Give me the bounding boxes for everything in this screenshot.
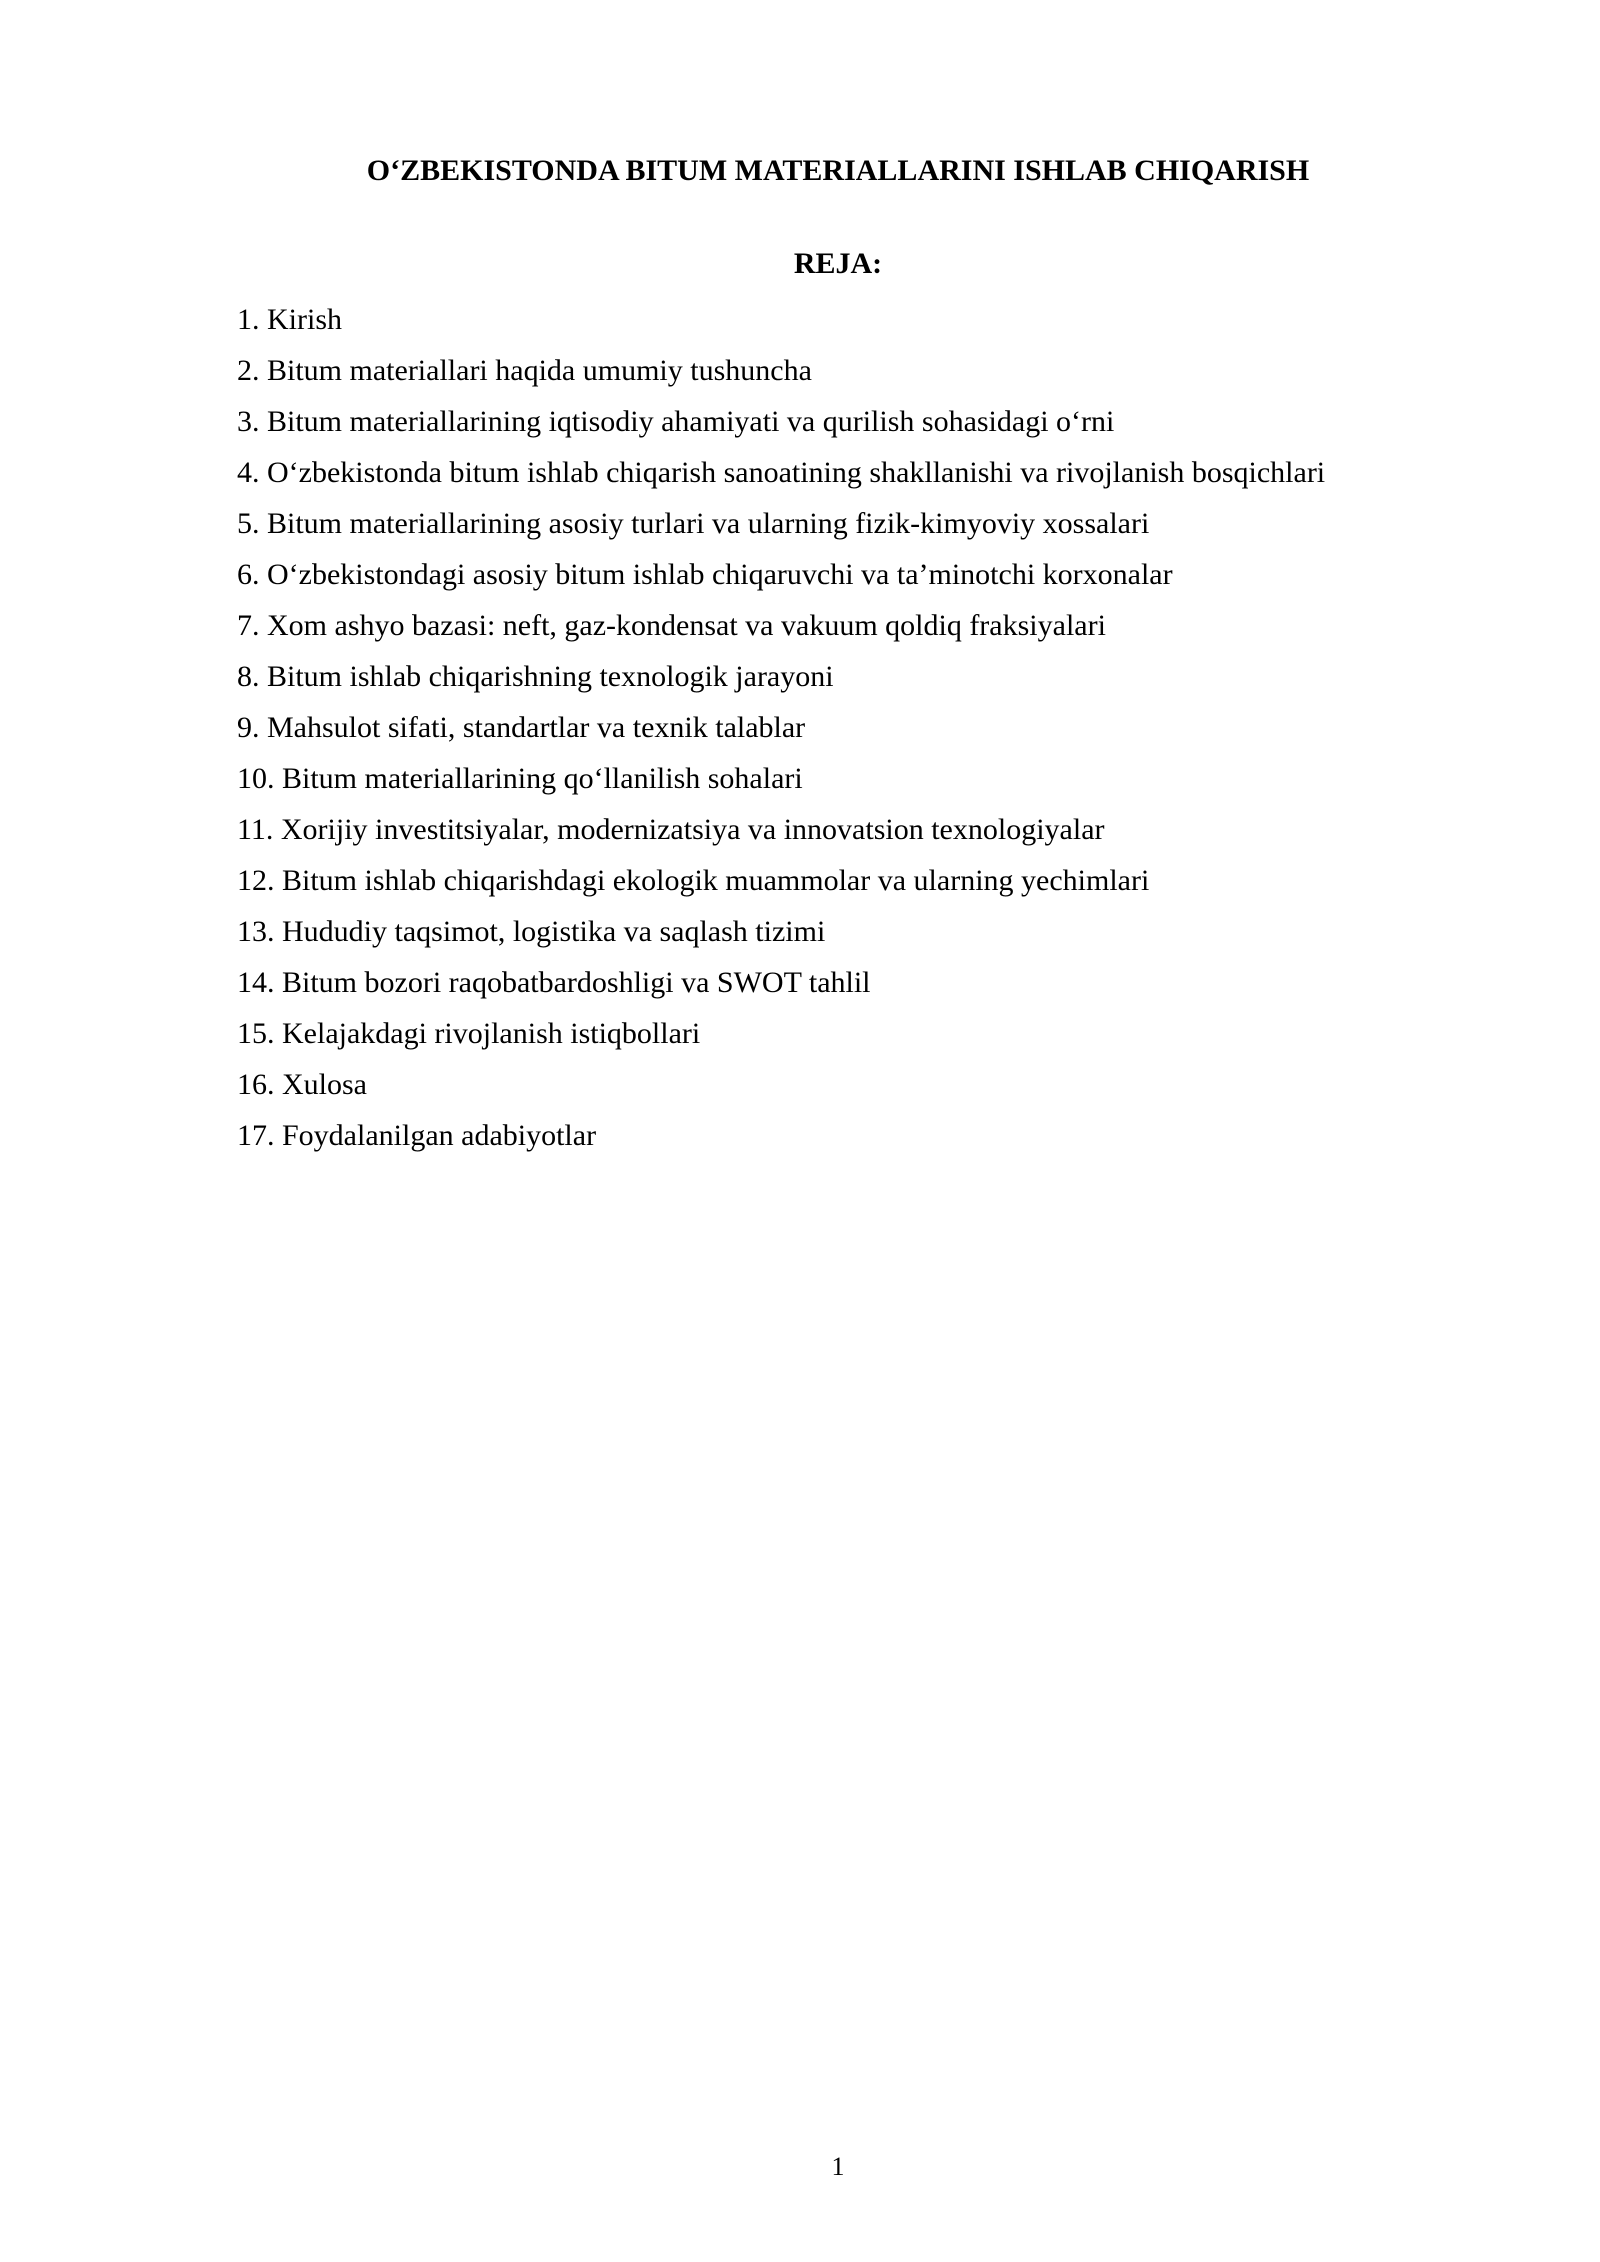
plan-item-11: 11. Xorijiy investitsiyalar, modernizatsiya va innovatsion texnologiyalar [237,813,1105,846]
plan-heading: REJA: [793,247,883,280]
plan-item-3: 3. Bitum materiallarining iqtisodiy ahamiyati va qurilish sohasidagi o‘rni [237,405,1115,438]
plan-item-7: 7. Xom ashyo bazasi: neft, gaz-kondensat va vakuum qoldiq fraksiyalari [237,609,1106,642]
plan-item-13: 13. Hududiy taqsimot, logistika va saqlash tizimi [237,915,826,948]
page-number: 1 [831,2152,845,2181]
plan-item-6: 6. O‘zbekistondagi asosiy bitum ishlab chiqaruvchi va ta’minotchi korxonalar [237,558,1173,591]
plan-item-12: 12. Bitum ishlab chiqarishdagi ekologik muammolar va ularning yechimlari [237,864,1150,897]
plan-item-16: 16. Xulosa [237,1068,367,1101]
plan-item-9: 9. Mahsulot sifati, standartlar va texnik talablar [237,711,806,744]
plan-item-5: 5. Bitum materiallarining asosiy turlari va ularning fizik-kimyoviy xossalari [237,507,1150,540]
plan-item-8: 8. Bitum ishlab chiqarishning texnologik jarayoni [237,660,834,693]
plan-item-2: 2. Bitum materiallari haqida umumiy tushuncha [237,354,812,387]
plan-item-14: 14. Bitum bozori raqobatbardoshligi va SWOT tahlil [237,966,871,999]
plan-item-17: 17. Foydalanilgan adabiyotlar [237,1119,597,1152]
plan-item-1: 1. Kirish [237,303,342,336]
plan-list [237,294,1325,1161]
document-title: O‘ZBEKISTONDA BITUM MATERIALLARINI ISHLAB CHIQARISH [366,154,1310,187]
plan-item-10: 10. Bitum materiallarining qo‘llanilish sohalari [237,762,803,795]
plan-item-4: 4. O‘zbekistonda bitum ishlab chiqarish sanoatining shakllanishi va rivojlanish bosqichlari [237,456,1326,489]
plan-item-15: 15. Kelajakdagi rivojlanish istiqbollari [237,1017,701,1050]
